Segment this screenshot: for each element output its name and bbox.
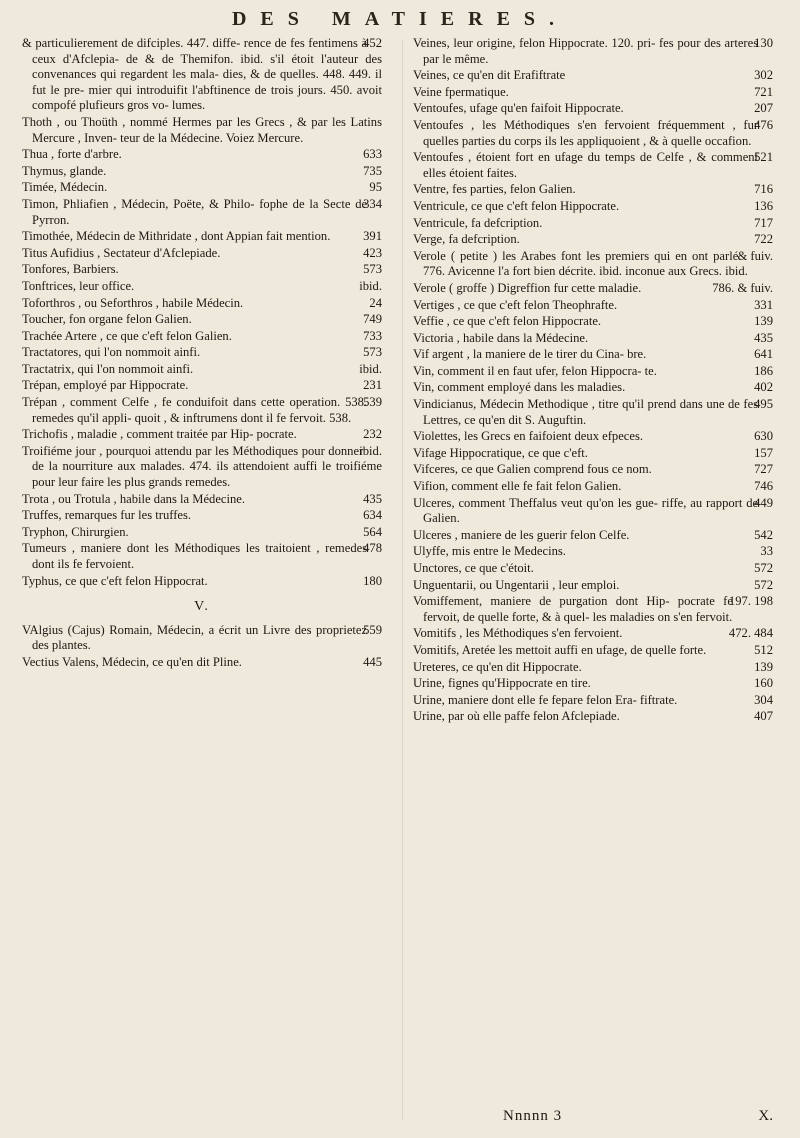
entry-page-ref: 512	[754, 642, 773, 657]
entry-text: Ventre, fes parties, felon Galien.	[413, 182, 576, 197]
index-entry	[22, 197, 382, 228]
entry-page-ref: 207	[754, 101, 773, 116]
entry-text: Urine, fignes qu'Hippocrate en tire.	[413, 676, 591, 691]
index-entry	[413, 85, 773, 101]
index-entry	[413, 249, 773, 280]
entry-page-ref: 402	[754, 380, 773, 395]
entry-page-ref: ibid.	[359, 443, 382, 458]
entry-page-ref: 139	[754, 314, 773, 329]
index-entry	[413, 397, 773, 428]
index-entry	[413, 561, 773, 577]
entry-text: Violettes, les Grecs en faifoient deux efpeces.	[413, 429, 644, 444]
index-entry	[413, 380, 773, 396]
index-entry	[22, 378, 382, 394]
index-entry	[413, 150, 773, 181]
entry-text: Thoth , ou Thoüth , nommé Hermes par les Grecs , & par les Latins Mercure , Inven- teur de la Médecine. Voiez Mercure.	[22, 114, 382, 145]
entry-text: Ulyffe, mis entre le Medecins.	[413, 544, 566, 559]
entry-text: Verole ( groffe ) Digreffion fur cette maladie.	[413, 280, 642, 295]
entry-text: Tumeurs , maniere dont les Méthodiques les traitoient , remedes dont ils fe fervoient.	[22, 541, 368, 571]
entry-text: Vifceres, ce que Galien comprend fous ce nom.	[413, 462, 652, 477]
entry-page-ref: 746	[754, 479, 773, 494]
entry-text: Vectius Valens, Médecin, ce qu'en dit Pline.	[22, 654, 242, 669]
entry-text: Vomiffement, maniere de purgation dont Hip- pocrate fe fervoit, de quelle forte, & à quel- les maladies on s'en fervoit.	[413, 594, 733, 624]
entry-text: Ventoufes , étoient fort en ufage du temps de Celfe , & comment elles étoient faites.	[413, 150, 759, 180]
entry-text: Vin, comment il en faut ufer, felon Hippocra- te.	[413, 363, 657, 378]
entry-text: Urine, maniere dont elle fe fepare felon Era- fiftrate.	[413, 692, 678, 707]
index-entry	[413, 364, 773, 380]
index-entry	[413, 446, 773, 462]
index-entry	[413, 479, 773, 495]
entry-text: Tryphon, Chirurgien.	[22, 524, 129, 539]
index-entry	[413, 528, 773, 544]
index-entry	[413, 626, 773, 642]
index-entry	[22, 296, 382, 312]
entry-page-ref: 495	[754, 397, 773, 412]
entry-page-ref: 180	[363, 573, 382, 588]
entry-page-ref: 733	[363, 328, 382, 343]
index-entry	[413, 347, 773, 363]
entry-page-ref: 727	[754, 462, 773, 477]
entry-page-ref: 304	[754, 692, 773, 707]
entry-page-ref: ibid.	[359, 361, 382, 376]
index-entry	[413, 118, 773, 149]
index-entry	[413, 281, 773, 297]
entry-text: Vifage Hippocratique, ce que c'eft.	[413, 445, 588, 460]
index-entry	[22, 312, 382, 328]
entry-text: Ventricule, fa defcription.	[413, 215, 543, 230]
entry-text: Timon, Phliafien , Médecin, Poëte, & Philo- fophe de la Secte de Pyrron.	[22, 196, 368, 227]
entry-text: Unguentarii, ou Ungentarii , leur emploi.	[413, 577, 620, 592]
index-entry	[22, 164, 382, 180]
entry-text: Tractatrix, qui l'on nommoit ainfi.	[22, 361, 194, 376]
entry-text: Ventoufes, ufage qu'en faifoit Hippocrate.	[413, 101, 624, 116]
entry-page-ref: 539	[363, 395, 382, 410]
catchword: X.	[758, 1108, 773, 1124]
index-entry	[413, 36, 773, 67]
entry-page-ref: 334	[363, 196, 382, 211]
signature-mark: Nnnnn 3	[503, 1108, 563, 1124]
entry-text: Veine fpermatique.	[413, 84, 509, 99]
index-entry	[22, 147, 382, 163]
entry-page-ref: 391	[363, 229, 382, 244]
right-column	[413, 36, 773, 726]
entry-page-ref: 572	[754, 561, 773, 575]
index-entry	[413, 216, 773, 232]
entry-page-ref: 716	[754, 182, 773, 197]
entry-text: Verge, fa defcription.	[413, 232, 520, 247]
index-entry	[22, 444, 382, 491]
index-entry	[22, 655, 382, 671]
entry-page-ref: 472. 484	[728, 626, 773, 641]
left-column	[22, 36, 382, 672]
entry-page-ref: 634	[363, 508, 382, 523]
entry-text: Ulceres , maniere de les guerir felon Celfe.	[413, 527, 630, 542]
entry-page-ref: 302	[754, 68, 773, 83]
index-entry	[22, 180, 382, 196]
entry-text: Thua , forte d'arbre.	[22, 147, 122, 162]
entry-page-ref: 564	[363, 524, 382, 539]
index-entry	[22, 345, 382, 361]
index-entry	[413, 298, 773, 314]
index-entry	[22, 574, 382, 590]
entry-page-ref: 423	[363, 245, 382, 260]
entry-page-ref: 630	[754, 429, 773, 444]
entry-page-ref: 95	[369, 180, 382, 195]
entry-text: & particulierement de difciples. 447. diffe- rence de fes fentimens à ceux d'Afclepia- de & de Themifon. ibid. s'il étoit l'auteur des convenances qui regardent les mala- dies, & de quelles. 448. 449. il fut le pre- mier qui introduifit l'abftinence de trois jours. 450. avoit compofé plufieurs gros vo- lumes.	[22, 36, 382, 113]
index-entry	[22, 427, 382, 443]
index-entry	[22, 508, 382, 524]
entry-text: Timée, Médecin.	[22, 180, 108, 195]
index-entry	[22, 492, 382, 508]
entry-page-ref: 435	[754, 330, 773, 345]
entry-text: Trachée Artere , ce que c'eft felon Galien.	[22, 328, 232, 343]
entry-text: Vifion, comment elle fe fait felon Galien.	[413, 479, 622, 494]
section-heading-v: V.	[194, 599, 210, 615]
entry-page-ref: 231	[363, 378, 382, 393]
index-entry	[22, 623, 382, 654]
index-entry	[22, 279, 382, 295]
index-entry	[413, 331, 773, 347]
entry-text: Trépan, employé par Hippocrate.	[22, 378, 189, 393]
left-entry-list-v	[22, 623, 382, 671]
entry-page-ref: 136	[754, 198, 773, 213]
entry-text: Ulceres, comment Theffalus veut qu'on les gue- riffe, au rapport de Galien.	[413, 495, 759, 526]
entry-text: Trota , ou Trotula , habile dans la Médecine.	[22, 491, 246, 506]
entry-text: Vomitifs, Aretée les mettoit auffi en ufage, de quelle forte.	[413, 642, 707, 657]
index-entry	[22, 36, 382, 114]
left-entry-list	[22, 36, 382, 589]
entry-page-ref: 452	[363, 36, 382, 50]
entry-page-ref: 24	[369, 295, 382, 310]
index-entry	[413, 578, 773, 594]
entry-text: VAlgius (Cajus) Romain, Médecin, a écrit un Livre des proprietez des plantes.	[22, 622, 368, 653]
index-entry	[413, 68, 773, 84]
entry-text: Thymus, glande.	[22, 163, 107, 178]
index-entry	[413, 429, 773, 445]
entry-text: Tonfores, Barbiers.	[22, 262, 119, 277]
index-entry	[413, 232, 773, 248]
index-entry	[22, 262, 382, 278]
entry-page-ref: 786. & fuiv.	[712, 280, 773, 295]
entry-text: Vomitifs , les Méthodiques s'en fervoient.	[413, 626, 623, 641]
entry-page-ref: 445	[363, 654, 382, 669]
entry-text: Victoria , habile dans la Médecine.	[413, 330, 589, 345]
index-entry	[413, 544, 773, 560]
entry-text: Ventricule, ce que c'eft felon Hippocrate.	[413, 198, 620, 213]
entry-page-ref: 633	[363, 147, 382, 162]
entry-page-ref: 160	[754, 676, 773, 691]
entry-page-ref: 407	[754, 709, 773, 724]
index-entry	[413, 693, 773, 709]
entry-text: Troifiéme jour , pourquoi attendu par les Méthodiques pour donner de la nourriture aux malades. 474. ils attendoient auffi le troifiéme pour leur faire les plus grands remedes.	[22, 443, 382, 490]
entry-text: Verole ( petite ) les Arabes font les premiers qui en ont parlé. 776. Avicenne l'a fort bien décrite. ibid. inconue aux Grecs. ibid.	[413, 248, 748, 279]
entry-page-ref: 476	[754, 117, 773, 132]
entry-page-ref: 435	[363, 491, 382, 506]
index-entry	[413, 676, 773, 692]
entry-text: Typhus, ce que c'eft felon Hippocrat.	[22, 573, 208, 588]
index-entry	[413, 199, 773, 215]
index-entry	[413, 496, 773, 527]
entry-page-ref: 186	[754, 363, 773, 378]
entry-page-ref: & fuiv.	[737, 248, 773, 263]
index-entry	[22, 395, 382, 426]
entry-page-ref: 331	[754, 297, 773, 312]
entry-text: Tractatores, qui l'on nommoit ainfi.	[22, 345, 201, 360]
entry-text: Ventoufes , les Méthodiques s'en fervoient fréquemment , fur quelles parties du corps ils les appliquoient , & à quelle occafion.	[413, 117, 759, 148]
index-entry	[22, 329, 382, 345]
entry-page-ref: 573	[363, 345, 382, 360]
entry-page-ref: 641	[754, 347, 773, 362]
entry-page-ref: 572	[754, 577, 773, 592]
index-entry	[413, 709, 773, 725]
running-header: DES MATIERES.	[231, 8, 569, 30]
entry-page-ref: 521	[754, 150, 773, 165]
entry-text: Urine, par où elle paffe felon Afclepiade.	[413, 709, 620, 724]
entry-text: Ureteres, ce qu'en dit Hippocrate.	[413, 659, 582, 674]
entry-page-ref: 130	[754, 36, 773, 50]
entry-page-ref: 573	[363, 262, 382, 277]
entry-text: Veffie , ce que c'eft felon Hippocrate.	[413, 314, 602, 329]
entry-page-ref: 749	[363, 312, 382, 327]
index-entry	[413, 182, 773, 198]
index-entry	[413, 462, 773, 478]
entry-text: Vif argent , la maniere de le tirer du Cina- bre.	[413, 347, 647, 362]
entry-page-ref: 542	[754, 527, 773, 542]
entry-text: Truffes, remarques fur les truffes.	[22, 508, 192, 523]
index-entry	[22, 229, 382, 245]
index-entry	[413, 101, 773, 117]
entry-text: Vin, comment employé dans les maladies.	[413, 380, 626, 395]
entry-page-ref: 559	[363, 622, 382, 637]
entry-page-ref: 478	[363, 541, 382, 556]
entry-text: Titus Aufidius , Sectateur d'Afclepiade.	[22, 245, 221, 260]
entry-text: Toforthros , ou Seforthros , habile Médecin.	[22, 295, 244, 310]
index-entry	[413, 594, 773, 625]
index-entry	[22, 246, 382, 262]
index-entry	[413, 643, 773, 659]
entry-page-ref: 735	[363, 163, 382, 178]
entry-text: Timothée, Médecin de Mithridate , dont Appian fait mention.	[22, 229, 331, 244]
entry-text: Trichofis , maladie , comment traitée par Hip- pocrate.	[22, 427, 297, 442]
entry-page-ref: 722	[754, 232, 773, 247]
entry-page-ref: 717	[754, 215, 773, 230]
index-entry	[22, 525, 382, 541]
entry-text: Vindicianus, Médecin Methodique , titre qu'il prend dans une de fes Lettres, ce qu'en dit S. Auguftin.	[413, 397, 759, 427]
entry-text: Vertiges , ce que c'eft felon Theophrafte.	[413, 297, 618, 312]
entry-page-ref: 157	[754, 445, 773, 460]
entry-text: Trépan , comment Celfe , fe conduifoit dans cette operation. 538. remedes qu'il appli- quoit , & inftrumens dont il fe fervoit. 538.	[22, 395, 368, 425]
entry-page-ref: 197. 198	[728, 594, 773, 609]
right-entry-list	[413, 36, 773, 725]
entry-text: Veines, ce qu'en dit Erafiftrate	[413, 68, 566, 83]
index-entry	[413, 660, 773, 676]
index-entry	[22, 115, 382, 146]
entry-page-ref: 721	[754, 84, 773, 99]
index-entry	[22, 362, 382, 378]
index-entry	[413, 314, 773, 330]
entry-page-ref: 139	[754, 659, 773, 674]
entry-page-ref: ibid.	[359, 278, 382, 293]
entry-page-ref: 449	[754, 495, 773, 510]
page-footer	[413, 1108, 773, 1130]
entry-text: Tonftrices, leur office.	[22, 278, 135, 293]
entry-text: Unctores, ce que c'étoit.	[413, 561, 534, 575]
column-divider	[402, 40, 403, 1120]
entry-page-ref: 232	[363, 427, 382, 442]
entry-page-ref: 33	[760, 544, 773, 559]
entry-text: Veines, leur origine, felon Hippocrate. 120. pri- fes pour des arteres par le même.	[413, 36, 759, 66]
index-entry	[22, 541, 382, 572]
entry-text: Toucher, fon organe felon Galien.	[22, 312, 192, 327]
